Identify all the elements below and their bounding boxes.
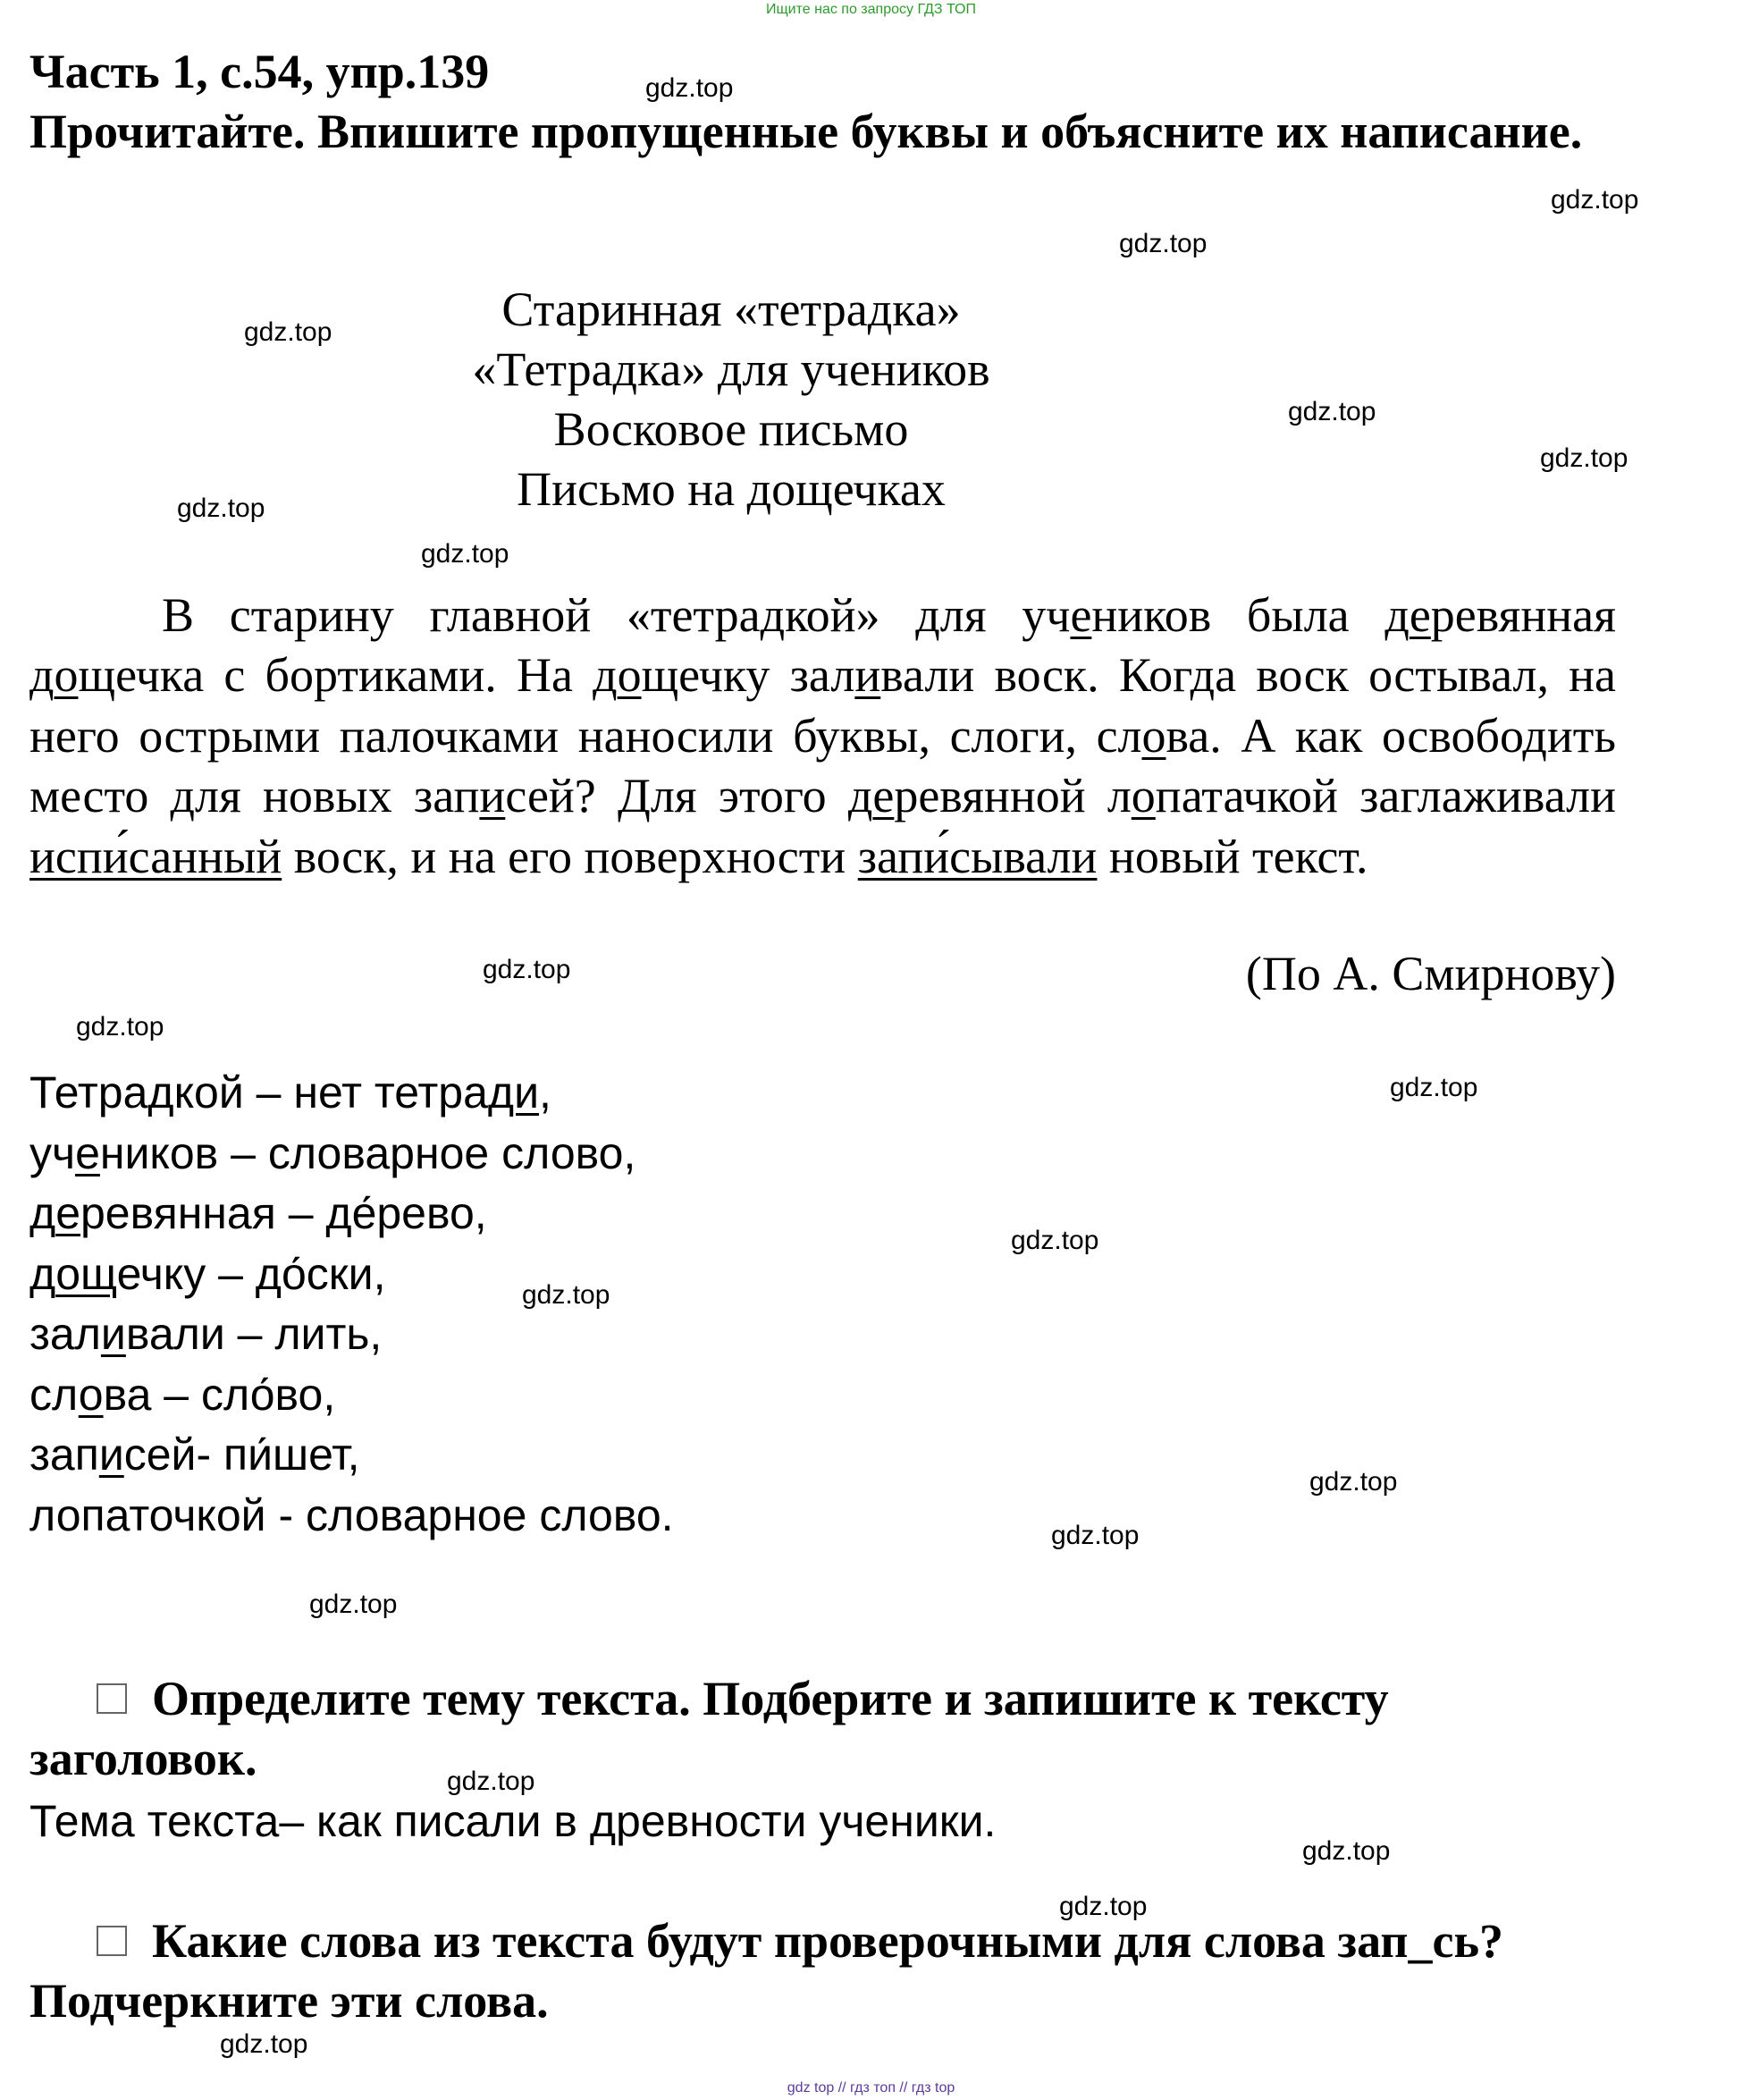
watermark: gdz.top bbox=[421, 539, 509, 569]
underlined-letter: ди bbox=[487, 1067, 540, 1117]
underlined-letter: д bbox=[147, 1067, 174, 1117]
text-run: , bbox=[539, 1067, 551, 1117]
title-option-3: Восковое письмо bbox=[553, 402, 909, 456]
text-run: патачкой заглаживали bbox=[1155, 769, 1616, 823]
underlined-letter: о bbox=[54, 648, 79, 703]
text-run: вали – лить, bbox=[125, 1309, 383, 1359]
underlined-letter: о bbox=[617, 648, 642, 703]
watermark: gdz.top bbox=[1309, 1467, 1398, 1497]
checkbox-icon bbox=[97, 1926, 127, 1956]
underlined-letter: о bbox=[78, 1369, 104, 1420]
watermark: gdz.top bbox=[1390, 1073, 1478, 1102]
underlined-letter: е bbox=[75, 1127, 100, 1178]
text-run: ников – словарное слово, bbox=[99, 1127, 636, 1178]
answer-item bbox=[29, 1063, 674, 1124]
watermark: gdz.top bbox=[1119, 229, 1208, 258]
answer-item bbox=[29, 1124, 674, 1185]
text-run: кой» для уч bbox=[785, 588, 1071, 642]
answer-item bbox=[29, 1486, 674, 1547]
exercise-text bbox=[29, 586, 1616, 887]
exercise-instruction: Прочитайте. Впишите пропущенные буквы и объясните их написание. bbox=[29, 105, 1583, 158]
text-run: вали воск. Когда воск остывал, на него острыми палочками наносили буквы, слоги, сл bbox=[29, 648, 1616, 763]
text-run: сей? Для этого д bbox=[505, 769, 873, 823]
underlined-letter: ощ bbox=[55, 1248, 117, 1299]
task-2 bbox=[29, 1911, 1616, 2031]
watermark: gdz.top bbox=[483, 955, 571, 984]
underlined-letter: и bbox=[98, 1430, 124, 1480]
watermark: gdz.top bbox=[1051, 1521, 1140, 1550]
text-run: ников была д bbox=[1091, 588, 1410, 642]
text-run: щечка с бортиками. На д bbox=[78, 648, 618, 703]
underlined-letter: о bbox=[1141, 708, 1166, 763]
watermark: gdz.top bbox=[645, 73, 734, 103]
underlined-letter: е bbox=[55, 1188, 80, 1238]
text-run: ревянная – де́рево, bbox=[80, 1188, 487, 1238]
text-run: В старину главной «тетра bbox=[162, 588, 761, 642]
text-run: зал bbox=[29, 1309, 101, 1359]
text-run: новый текст. bbox=[1097, 829, 1368, 883]
title-option-1: Старинная «тетрадка» bbox=[501, 283, 961, 336]
text-run: сей- пи́шет, bbox=[123, 1430, 360, 1480]
underlined-letter: д bbox=[760, 588, 786, 642]
text-run: сл bbox=[29, 1369, 79, 1420]
watermark: gdz.top bbox=[1059, 1892, 1148, 1921]
task-1-answer: Тема текста– как писали в древности ученики. bbox=[29, 1796, 997, 1846]
watermark: gdz.top bbox=[1540, 443, 1628, 473]
page-title: Часть 1, с.54, упр.139 bbox=[29, 45, 490, 98]
watermark: gdz.top bbox=[309, 1590, 398, 1619]
answer-item bbox=[29, 1425, 674, 1486]
text-run: зап bbox=[29, 1430, 99, 1480]
watermark: gdz.top bbox=[1011, 1226, 1099, 1255]
text-run: ревянная д bbox=[29, 588, 1616, 703]
underlined-letter: испи́санный bbox=[29, 829, 282, 883]
text-run: д bbox=[29, 1248, 56, 1299]
text-run: лопаточкой - словарное слово. bbox=[29, 1489, 674, 1540]
answer-item bbox=[29, 1304, 674, 1365]
answer-item bbox=[29, 1184, 674, 1244]
title-option-2: «Тетрадка» для учеников bbox=[472, 342, 990, 396]
watermark: gdz.top bbox=[1302, 1836, 1391, 1866]
watermark: gdz.top bbox=[522, 1280, 610, 1310]
task-2-text: Какие слова из текста будут проверочными для слова зап_сь? Подчеркните эти слова. bbox=[29, 1914, 1504, 2028]
text-run: ечку – до́ски, bbox=[116, 1248, 386, 1299]
underlined-letter: запи́сывали bbox=[857, 829, 1098, 883]
text-run: щечку зал bbox=[641, 648, 855, 703]
watermark: gdz.top bbox=[76, 1012, 164, 1042]
footer-watermark: gdz top // гдз топ // гдз top bbox=[787, 2080, 955, 2096]
underlined-letter: е bbox=[1070, 588, 1092, 642]
text-run: уч bbox=[29, 1127, 76, 1178]
text-run: кой – нет тетра bbox=[173, 1067, 488, 1117]
text-titles bbox=[29, 280, 1742, 519]
author-credit: (По А. Смирнову) bbox=[1245, 947, 1616, 1000]
checkbox-icon bbox=[97, 1683, 127, 1714]
underlined-letter: и bbox=[479, 769, 506, 823]
text-run: ва – сло́во, bbox=[103, 1369, 336, 1420]
title-option-4: Письмо на дощечках bbox=[517, 462, 946, 516]
top-banner: Ищите нас по запросу ГДЗ ТОП bbox=[766, 2, 976, 17]
text-run: воск, и на его поверхности bbox=[282, 829, 858, 883]
text-run: д bbox=[29, 1188, 56, 1238]
underlined-letter: е bbox=[872, 769, 895, 823]
underlined-letter: о bbox=[1131, 769, 1156, 823]
task-1 bbox=[29, 1669, 1616, 1789]
task-1-text: Определите тему текста. Подберите и запишите к тексту заголовок. bbox=[29, 1672, 1389, 1785]
watermark: gdz.top bbox=[1551, 185, 1639, 215]
watermark: gdz.top bbox=[220, 2029, 308, 2059]
text-run: Тетра bbox=[29, 1067, 148, 1117]
watermark: gdz.top bbox=[1288, 397, 1376, 426]
text-run: ревянной л bbox=[894, 769, 1132, 823]
watermark: gdz.top bbox=[244, 317, 332, 347]
underlined-letter: и bbox=[100, 1309, 126, 1359]
text-run: ва. А как освободить место для новых зап bbox=[29, 708, 1616, 823]
watermark: gdz.top bbox=[447, 1767, 535, 1796]
watermark: gdz.top bbox=[177, 493, 265, 523]
answer-item bbox=[29, 1365, 674, 1426]
underlined-letter: е bbox=[1409, 588, 1431, 642]
underlined-letter: и bbox=[854, 648, 881, 703]
